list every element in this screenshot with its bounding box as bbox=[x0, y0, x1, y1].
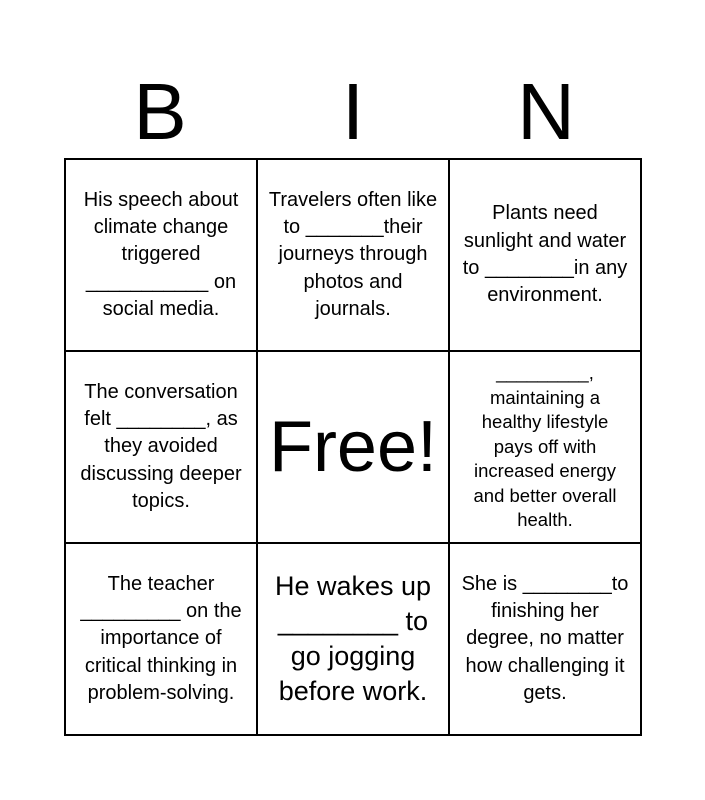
cell-text: The conversation felt ________, as they avoided discussing deeper topics. bbox=[80, 380, 242, 512]
bingo-cell[interactable] bbox=[450, 352, 640, 542]
cell-text: Plants need sunlight and water to ________in any environment. bbox=[462, 202, 628, 307]
cell-text: His speech about climate change triggered ___________ on social media. bbox=[83, 188, 239, 320]
cell-text: He wakes up ________ to go jogging before work. bbox=[274, 571, 432, 706]
bingo-cell[interactable] bbox=[450, 160, 640, 350]
cell-text: Travelers often like to _______their journeys through photos and journals. bbox=[268, 188, 438, 320]
cell-text: _________, maintaining a healthy lifestyle pays off with increased energy and better overall health. bbox=[473, 362, 617, 531]
free-space-label: Free! bbox=[268, 407, 438, 487]
free-space-cell[interactable] bbox=[258, 352, 448, 542]
bingo-cell[interactable] bbox=[66, 160, 256, 350]
header-letter-n: N bbox=[517, 67, 575, 156]
cell-text: She is ________to finishing her degree, no matter how challenging it gets. bbox=[461, 572, 629, 704]
cell-text: The teacher _________ on the importance of critical thinking in problem-solving. bbox=[80, 572, 242, 704]
header-letter-i: I bbox=[341, 67, 365, 156]
bingo-cell[interactable] bbox=[450, 544, 640, 734]
bingo-cell[interactable] bbox=[258, 544, 448, 734]
header-letter-b: B bbox=[133, 67, 187, 156]
bingo-cell[interactable] bbox=[66, 544, 256, 734]
bingo-header bbox=[64, 66, 642, 158]
bingo-cell[interactable] bbox=[66, 352, 256, 542]
bingo-cell[interactable] bbox=[258, 160, 448, 350]
bingo-grid bbox=[64, 158, 642, 736]
